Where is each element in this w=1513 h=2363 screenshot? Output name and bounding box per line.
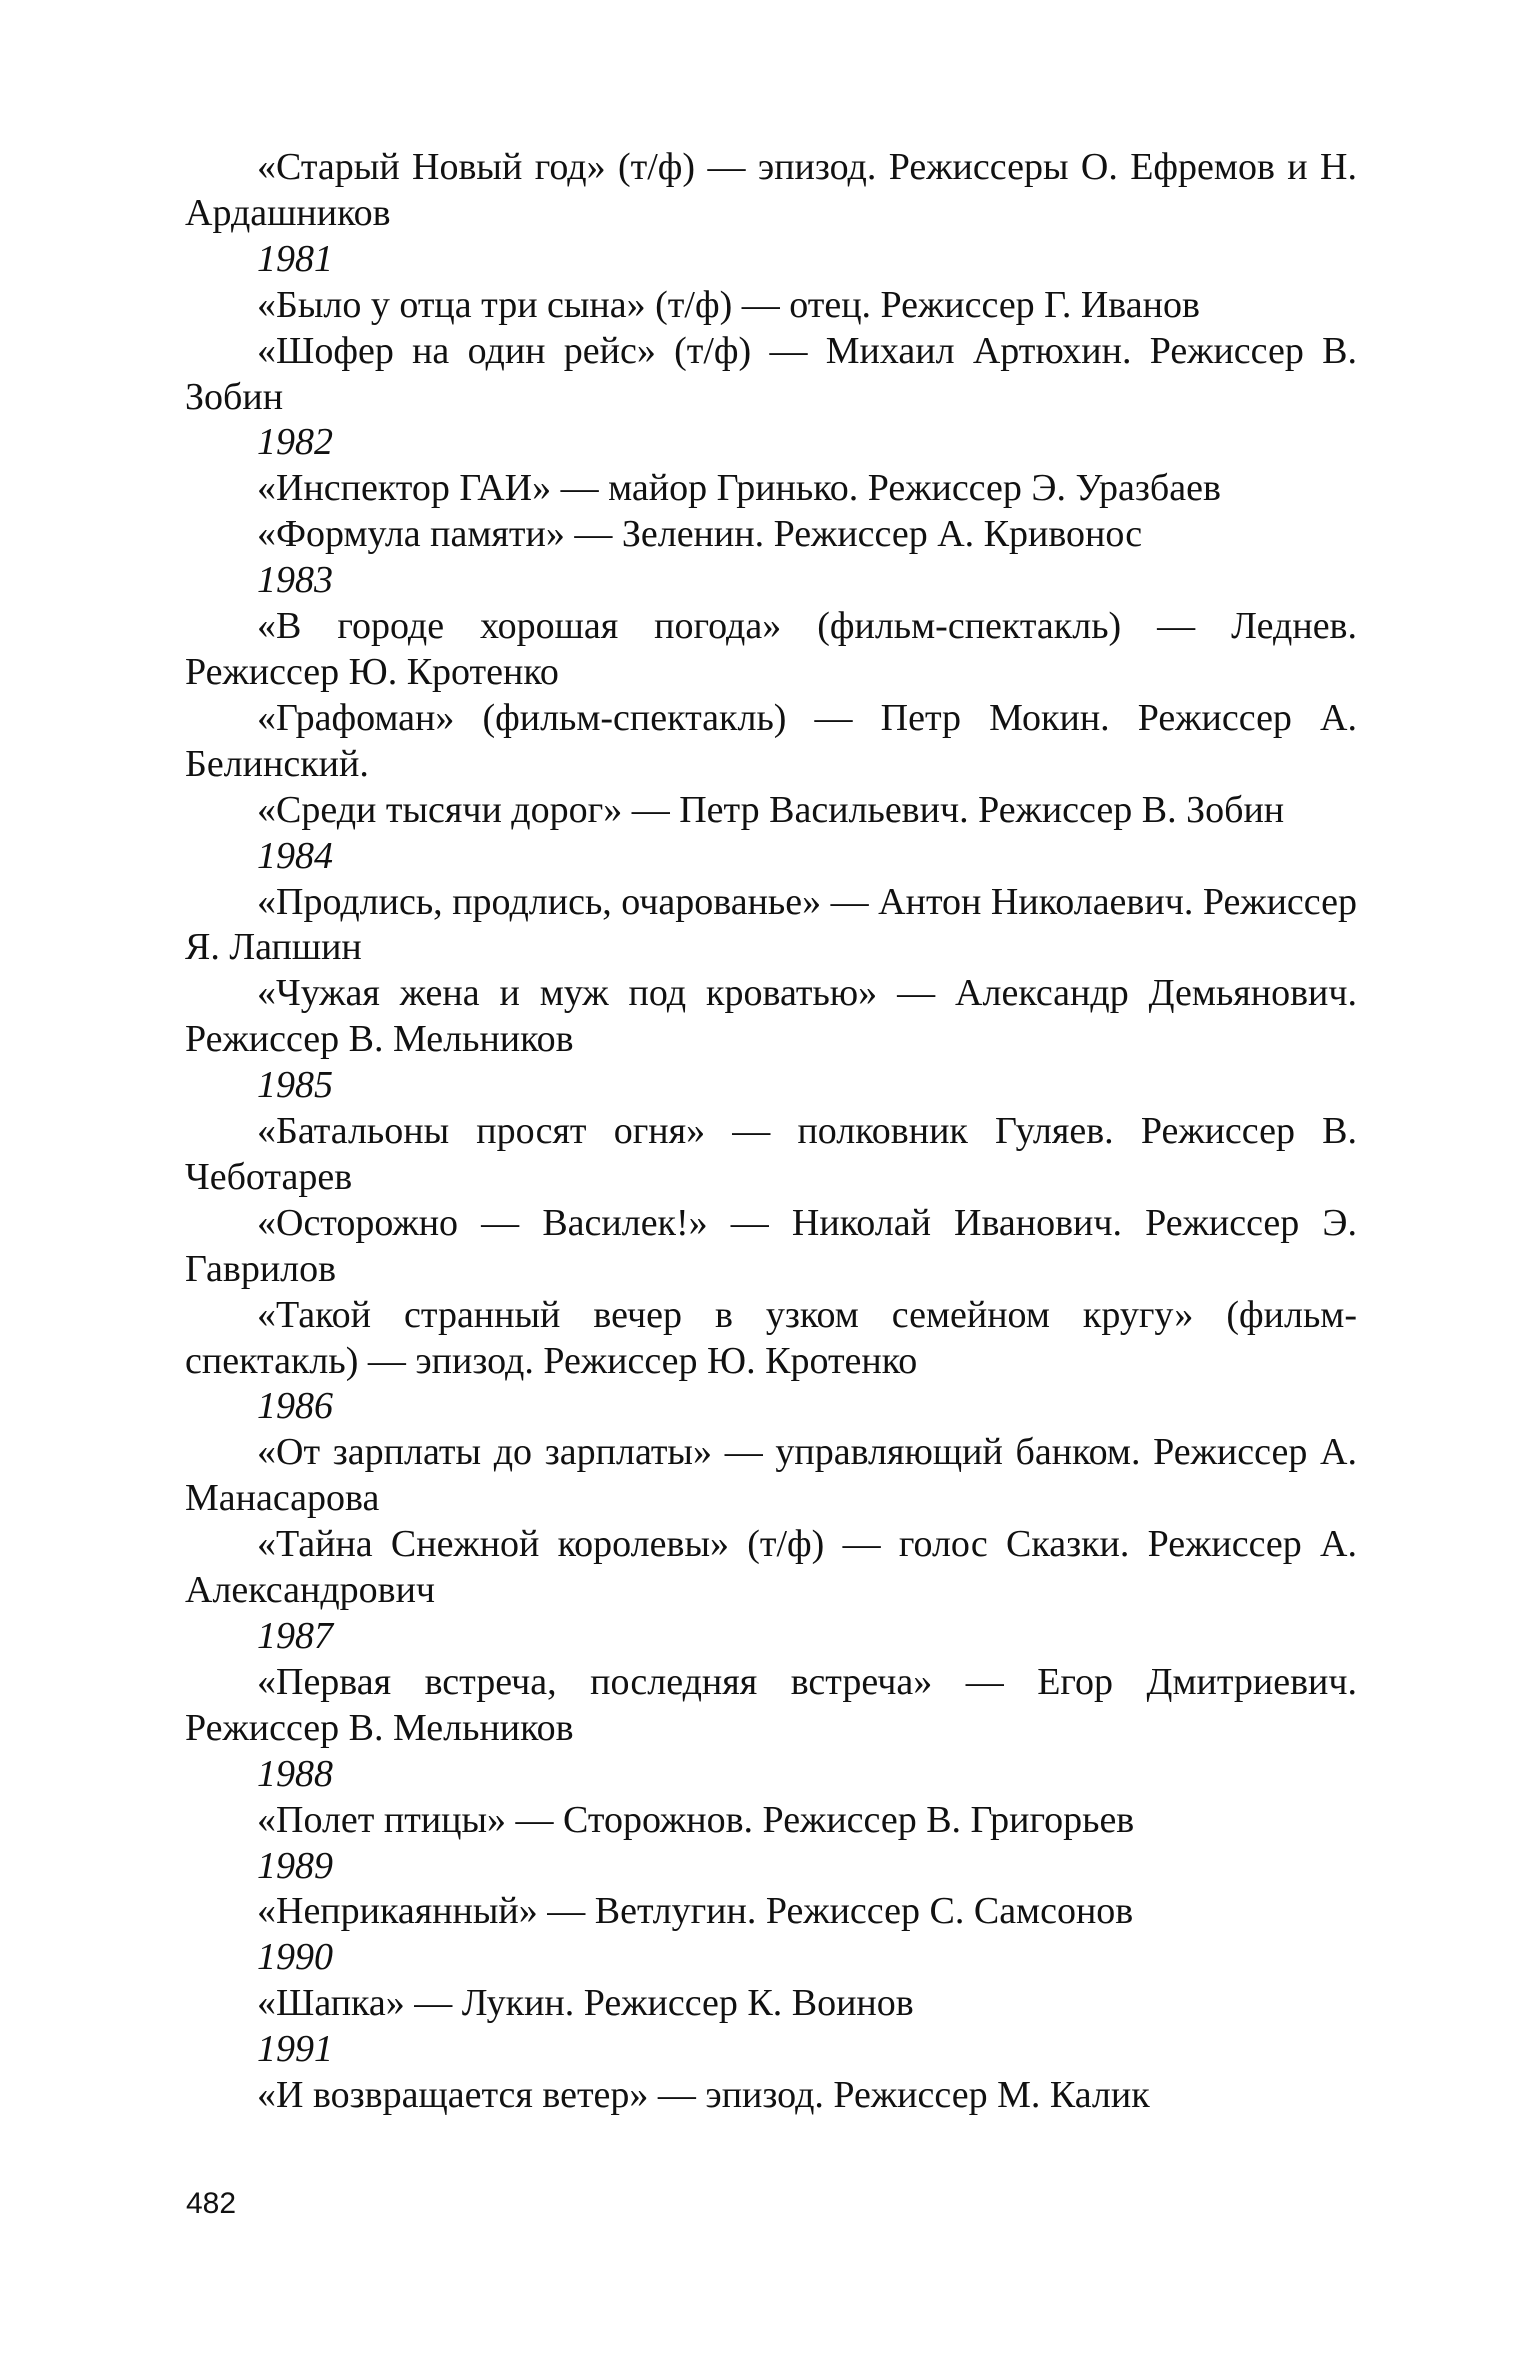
- film-entry: «Чужая жена и муж под кроватью» — Александр Демьянович. Режиссер В. Мельников: [185, 972, 1357, 1061]
- film-entry: «Такой странный вечер в узком семейном кругу» (фильм-спектакль) — эпизод. Режиссер Ю. Кротенко: [185, 1293, 1357, 1382]
- film-entry: «Продлись, продлись, очарованье» — Антон Николаевич. Режиссер Я. Лапшин: [185, 880, 1357, 969]
- film-entry: «От зарплаты до зарплаты» — управляющий банком. Режиссер А. Манасарова: [185, 1431, 1357, 1520]
- film-entry: «Тайна Снежной королевы» (т/ф) — голос Сказки. Режиссер А. Александрович: [185, 1523, 1357, 1612]
- film-entry: «Было у отца три сына» (т/ф) — отец. Режиссер Г. Иванов: [257, 283, 1200, 326]
- year-heading: 1987: [257, 1615, 333, 1657]
- year-heading: 1991: [257, 2028, 333, 2071]
- film-entry: «Батальоны просят огня» — полковник Гуляев. Режиссер В. Чеботарев: [185, 1110, 1357, 1198]
- year-heading: 1984: [257, 834, 333, 877]
- year-heading: 1983: [257, 559, 333, 602]
- film-entry: «В городе хорошая погода» (фильм-спектакль) — Леднев. Режиссер Ю. Кротенко: [185, 605, 1357, 693]
- filmography-text: [185, 145, 1357, 2119]
- film-entry: «Шофер на один рейс» (т/ф) — Михаил Артюхин. Режиссер В. Зобин: [185, 329, 1357, 418]
- film-entry: «Первая встреча, последняя встреча» — Егор Дмитриевич. Режиссер В. Мельников: [185, 1660, 1357, 1749]
- film-entry: «Старый Новый год» (т/ф) — эпизод. Режиссеры О. Ефремов и Н. Ардашников: [185, 146, 1357, 234]
- year-heading: 1985: [257, 1064, 333, 1107]
- film-entry: «И возвращается ветер» — эпизод. Режиссер М. Калик: [257, 2074, 1150, 2117]
- film-entry: «Среди тысячи дорог» — Петр Васильевич. Режиссер В. Зобин: [257, 788, 1285, 831]
- film-entry: «Осторожно — Василек!» — Николай Иванович. Режиссер Э. Гаврилов: [185, 1201, 1357, 1290]
- film-entry: «Формула памяти» — Зеленин. Режиссер А. Кривонос: [257, 513, 1143, 556]
- film-entry: «Полет птицы» — Сторожнов. Режиссер В. Григорьев: [257, 1798, 1135, 1841]
- film-entry: «Неприкаянный» — Ветлугин. Режиссер С. Самсонов: [257, 1890, 1134, 1933]
- film-entry: «Инспектор ГАИ» — майор Гринько. Режиссер Э. Уразбаев: [257, 467, 1221, 510]
- year-heading: 1982: [257, 421, 333, 464]
- year-heading: 1986: [257, 1385, 333, 1428]
- year-heading: 1990: [257, 1936, 333, 1979]
- year-heading: 1988: [257, 1752, 333, 1795]
- page-number: 482: [186, 2187, 237, 2220]
- year-heading: 1981: [257, 237, 333, 280]
- film-entry: «Графоман» (фильм-спектакль) — Петр Мокин. Режиссер А. Белинский.: [185, 696, 1357, 785]
- film-entry: «Шапка» — Лукин. Режиссер К. Воинов: [257, 1982, 914, 2025]
- year-heading: 1989: [257, 1844, 333, 1887]
